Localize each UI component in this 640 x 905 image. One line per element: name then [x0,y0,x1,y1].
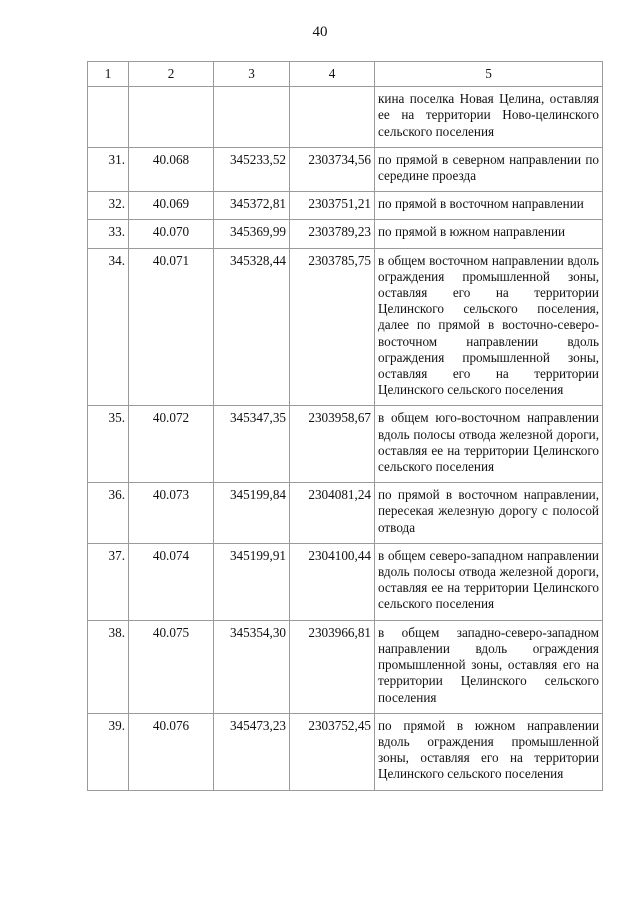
empty-cell [88,87,129,148]
y-coordinate-cell: 2303734,56 [290,147,375,191]
table-row [88,620,603,713]
row-number-cell: 37. [88,543,129,620]
point-id-cell: 40.071 [129,248,214,406]
x-coordinate-cell: 345233,52 [214,147,290,191]
table-row [88,483,603,544]
description-cell: кина поселка Новая Целина, оставляя ее на территории Ново-целинского сельского поселения [375,87,603,148]
column-header: 1 [88,62,129,87]
row-number-cell: 32. [88,192,129,220]
row-number-cell: 34. [88,248,129,406]
x-coordinate-cell: 345199,91 [214,543,290,620]
empty-cell [129,87,214,148]
column-header: 5 [375,62,603,87]
point-id-cell: 40.072 [129,406,214,483]
row-number-cell: 35. [88,406,129,483]
x-coordinate-cell: 345369,99 [214,220,290,248]
y-coordinate-cell: 2303751,21 [290,192,375,220]
point-id-cell: 40.070 [129,220,214,248]
x-coordinate-cell: 345328,44 [214,248,290,406]
point-id-cell: 40.073 [129,483,214,544]
y-coordinate-cell: 2304081,24 [290,483,375,544]
table-row [88,248,603,406]
x-coordinate-cell: 345473,23 [214,713,290,790]
description-cell: по прямой в восточном направлении, пересекая железную дорогу с полосой отвода [375,483,603,544]
column-header: 2 [129,62,214,87]
y-coordinate-cell: 2303785,75 [290,248,375,406]
description-cell: в общем западно-северо-западном направлении вдоль ограждения промышленной зоны, оставляя его на территории Целинского сельского поселения [375,620,603,713]
description-cell: по прямой в восточном направлении [375,192,603,220]
y-coordinate-cell: 2303958,67 [290,406,375,483]
point-id-cell: 40.074 [129,543,214,620]
point-id-cell: 40.068 [129,147,214,191]
x-coordinate-cell: 345372,81 [214,192,290,220]
x-coordinate-cell: 345347,35 [214,406,290,483]
description-cell: в общем восточном направлении вдоль ограждения промышленной зоны, оставляя его на территории Целинского сельского поселения, далее по прямой в восточно-северо-восточном направлении вдоль ограждения промышленной зоны, оставляя его на территории Целинского сельского поселения [375,248,603,406]
continuation-row [88,87,603,148]
x-coordinate-cell: 345199,84 [214,483,290,544]
table-row [88,406,603,483]
point-id-cell: 40.075 [129,620,214,713]
table-row [88,713,603,790]
page-number: 40 [312,24,328,40]
table-row [88,220,603,248]
y-coordinate-cell: 2303789,23 [290,220,375,248]
description-cell: по прямой в северном направлении по середине проезда [375,147,603,191]
table-header-row [88,62,603,87]
description-cell: в общем юго-восточном направлении вдоль полосы отвода железной дороги, оставляя ее на территории Целинского сельского поселения [375,406,603,483]
row-number-cell: 38. [88,620,129,713]
table-row [88,147,603,191]
boundary-table [87,61,603,791]
column-header: 4 [290,62,375,87]
x-coordinate-cell: 345354,30 [214,620,290,713]
description-cell: по прямой в южном направлении [375,220,603,248]
row-number-cell: 33. [88,220,129,248]
y-coordinate-cell: 2303752,45 [290,713,375,790]
point-id-cell: 40.076 [129,713,214,790]
description-cell: по прямой в южном направлении вдоль ограждения промышленной зоны, оставляя его на территории Целинского сельского поселения [375,713,603,790]
y-coordinate-cell: 2303966,81 [290,620,375,713]
table-row [88,543,603,620]
row-number-cell: 31. [88,147,129,191]
description-cell: в общем северо-западном направлении вдоль полосы отвода железной дороги, оставляя ее на территории Целинского сельского поселения [375,543,603,620]
empty-cell [214,87,290,148]
table-row [88,192,603,220]
y-coordinate-cell: 2304100,44 [290,543,375,620]
point-id-cell: 40.069 [129,192,214,220]
empty-cell [290,87,375,148]
row-number-cell: 36. [88,483,129,544]
row-number-cell: 39. [88,713,129,790]
column-header: 3 [214,62,290,87]
